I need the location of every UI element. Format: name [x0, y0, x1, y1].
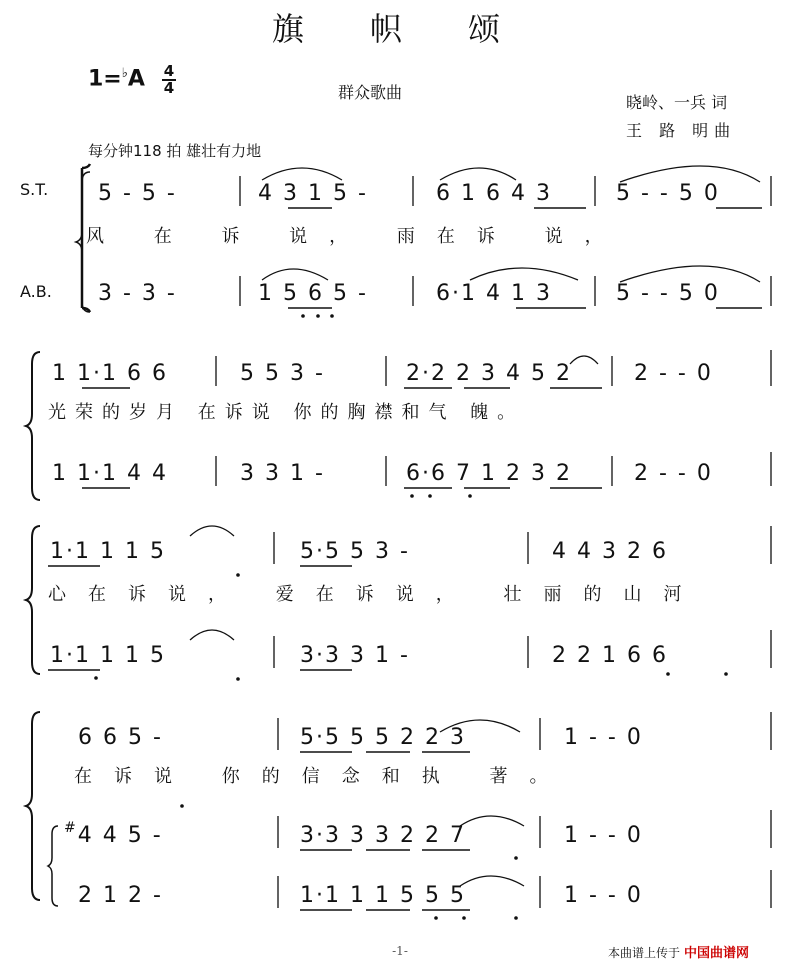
svg-text:3 - 3 -: 3 - 3 -	[98, 281, 177, 306]
svg-text:5 - - 5 0: 5 - - 5 0	[616, 281, 720, 306]
time-signature: 4 4	[163, 62, 175, 97]
lyrics-line-1: 风 在 诉 说， 雨在诉 说，	[86, 226, 625, 247]
composer-credit: 王 路 明曲	[626, 121, 737, 140]
svg-text:2 - - 0: 2 - - 0	[634, 361, 713, 386]
lyrics-line-3: 心在诉说， 爱在诉说， 壮丽的山河	[48, 584, 704, 605]
upload-note: 本曲谱上传于	[608, 946, 681, 960]
svg-text:5 - - 5 0: 5 - - 5 0	[616, 181, 720, 206]
svg-text:2 - - 0: 2 - - 0	[634, 461, 713, 486]
genre-label: 群众歌曲	[338, 83, 403, 102]
svg-text:6 1 6 4 3: 6 1 6 4 3	[436, 181, 552, 206]
svg-text:3·3 3 1 -: 3·3 3 1 -	[300, 643, 410, 668]
svg-text:2·2 2 3 4 5 2: 2·2 2 3 4 5 2	[406, 361, 572, 386]
svg-text:5·5 5 3 -: 5·5 5 3 -	[300, 539, 410, 564]
svg-text:1 1·1 6 6: 1 1·1 6 6	[52, 361, 168, 386]
svg-text:1·1 1 1 5: 1·1 1 1 5	[50, 643, 166, 668]
site-brand: 中国曲谱网	[684, 946, 750, 961]
svg-text:1 1·1 4 4: 1 1·1 4 4	[52, 461, 168, 486]
svg-text:4 3 1 5 -: 4 3 1 5 -	[258, 181, 368, 206]
svg-text:3·3 3 3 2 2 7: 3·3 3 3 2 2 7	[300, 823, 466, 848]
lyricist-credit: 晓岭、一兵 词	[626, 93, 728, 112]
svg-text:1 - - 0: 1 - - 0	[564, 883, 643, 908]
part-label-ab: A.B.	[20, 282, 52, 301]
st-measure-1: 5 - 5 -	[98, 181, 177, 206]
svg-text:1 - - 0: 1 - - 0	[564, 823, 643, 848]
key-signature: 1=♭A	[88, 66, 145, 92]
svg-text:6·6 7 1 2 3 2: 6·6 7 1 2 3 2	[406, 461, 572, 486]
song-title: 旗 帜 颂	[271, 10, 529, 48]
page-number: -1-	[392, 944, 408, 958]
svg-text:2 1 2 -: 2 1 2 -	[78, 883, 163, 908]
svg-text:5 5 3 -: 5 5 3 -	[240, 361, 325, 386]
svg-text:6 6 5 -: 6 6 5 -	[78, 725, 163, 750]
lyrics-line-2: 光荣的岁月 在诉说 你的胸襟和气 魄。	[48, 402, 525, 423]
svg-text:5·5 5 5 2 2 3: 5·5 5 5 2 2 3	[300, 725, 466, 750]
svg-text:1 5 6 5 -: 1 5 6 5 -	[258, 281, 368, 306]
svg-text:6·1 4 1 3: 6·1 4 1 3	[436, 281, 552, 306]
svg-text:1·1 1 1 5 5 5: 1·1 1 1 5 5 5	[300, 883, 466, 908]
svg-text:1·1 1 1 5: 1·1 1 1 5	[50, 539, 166, 564]
svg-text:#4 4 5 -: #4 4 5 -	[64, 820, 163, 848]
svg-text:2 2 1 6 6: 2 2 1 6 6	[552, 643, 668, 668]
svg-text:3 3 1 -: 3 3 1 -	[240, 461, 325, 486]
lyrics-line-4: 在诉说 你的信念和执 著。	[74, 766, 570, 787]
tempo-marking: 每分钟118 拍 雄壮有力地	[88, 142, 262, 160]
part-label-st: S.T.	[20, 180, 49, 199]
svg-text:4 4 3 2 6: 4 4 3 2 6	[552, 539, 668, 564]
svg-text:1 - - 0: 1 - - 0	[564, 725, 643, 750]
